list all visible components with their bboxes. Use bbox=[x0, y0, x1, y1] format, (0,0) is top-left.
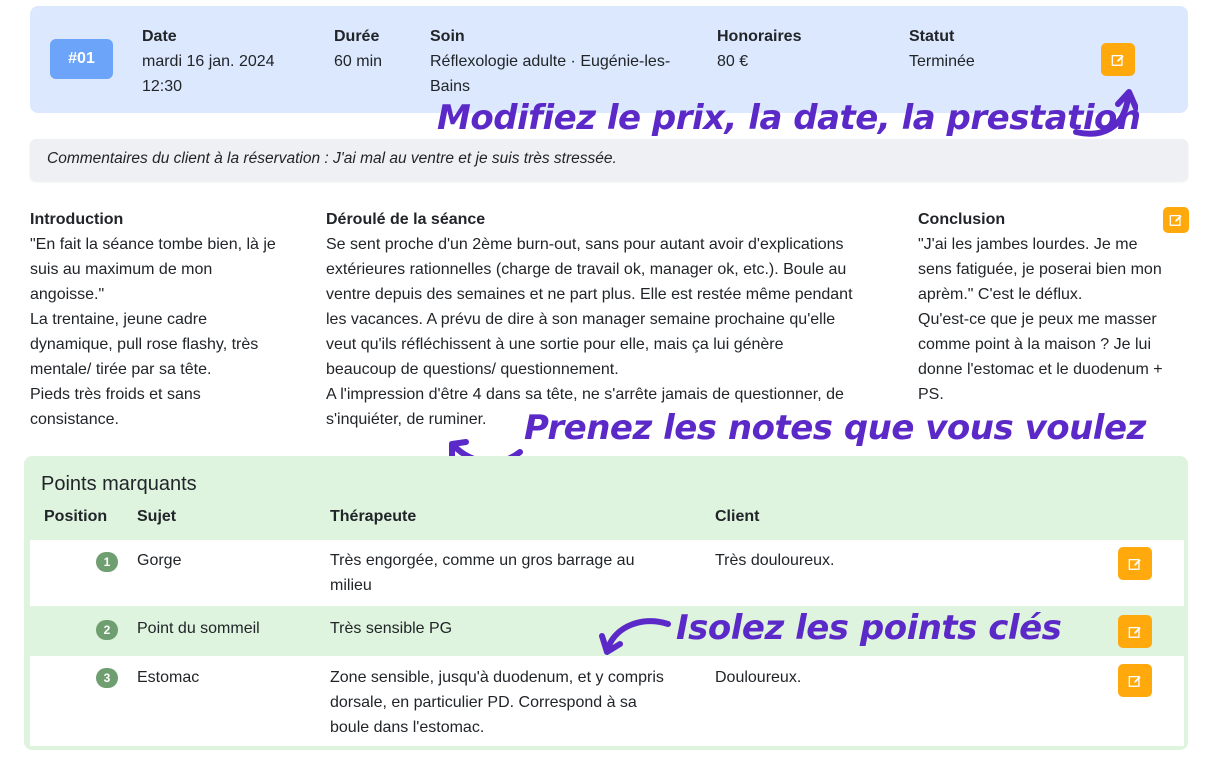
position-badge: 1 bbox=[96, 552, 118, 572]
pencil-square-icon bbox=[1169, 213, 1183, 227]
session-number-badge: #01 bbox=[50, 39, 113, 79]
curved-arrow-icon bbox=[598, 614, 672, 658]
header-client: Client bbox=[715, 508, 760, 525]
annotation-price: Modifiez le prix, la date, la prestation bbox=[437, 98, 1141, 138]
conclusion-title: Conclusion bbox=[918, 211, 1006, 228]
annotation-points: Isolez les points clés bbox=[676, 608, 1062, 648]
fee-column bbox=[717, 24, 867, 74]
care-label: Soin bbox=[430, 28, 465, 45]
header-therapist: Thérapeute bbox=[330, 508, 417, 525]
pencil-square-icon bbox=[1128, 674, 1142, 688]
care-value: Réflexologie adulte · Eugénie-les- Bains bbox=[430, 53, 671, 95]
duration-label: Durée bbox=[334, 28, 380, 45]
therapist-cell: Très sensible PG bbox=[330, 620, 453, 637]
header-position: Position bbox=[44, 508, 108, 525]
edit-point-button[interactable] bbox=[1118, 547, 1152, 580]
conclusion-text: "J'ai les jambes lourdes. Je me sens fatiguée, je poserai bien mon aprèm." C'est le déflux. Qu'est-ce que je peux me masser comme point à la maison ? Je lui donne l'estomac et le duodenum + PS. bbox=[918, 236, 1163, 403]
curved-arrow-icon bbox=[1072, 88, 1138, 140]
status-column bbox=[909, 24, 1059, 74]
client-comment: Commentaires du client à la réservation : J'ai mal au ventre et je suis très stressée. bbox=[30, 139, 1188, 181]
position-badge: 2 bbox=[96, 620, 118, 640]
date-value: mardi 16 jan. 2024 12:30 bbox=[142, 53, 275, 95]
client-cell: Très douloureux. bbox=[715, 552, 835, 569]
status-value: Terminée bbox=[909, 53, 975, 70]
fee-label: Honoraires bbox=[717, 28, 802, 45]
header-subject: Sujet bbox=[137, 508, 177, 525]
duration-value: 60 min bbox=[334, 53, 383, 70]
edit-session-button[interactable] bbox=[1101, 43, 1135, 76]
introduction-text: "En fait la séance tombe bien, là je suis au maximum de mon angoisse." La trentaine, jeune cadre dynamique, pull rose flashy, très mentale/ tirée par sa tête. Pieds très froids et sans consistance. bbox=[30, 236, 276, 428]
duration-column bbox=[334, 24, 424, 74]
session-progress-title: Déroulé de la séance bbox=[326, 211, 486, 228]
pencil-square-icon bbox=[1111, 53, 1125, 67]
subject-cell: Estomac bbox=[137, 669, 200, 686]
fee-value: 80 € bbox=[717, 53, 749, 70]
table-row bbox=[30, 540, 1184, 606]
conclusion-section bbox=[918, 207, 1188, 407]
client-cell: Douloureux. bbox=[715, 669, 802, 686]
date-column bbox=[142, 24, 322, 99]
session-progress-text: Se sent proche d'un 2ème burn-out, sans pour autant avoir d'explications extérieures rationnelles (charge de travail ok, manager ok, etc.). Boule au ventre depuis des semaines et ne part plus. Elle est restée même pendant les vacances. A prévu de dire à son manager semaine prochaine qu'elle veut qu'ils réfléchissent à une sortie pour elle, mais ça lui génère beaucoup de questions/ questionnement. A l'impression d'être 4 dans sa tête, ne s'arrête jamais de questionner, de s'inquiéter, de ruminer. bbox=[326, 236, 853, 428]
therapist-cell: Très engorgée, comme un gros barrage au milieu bbox=[330, 552, 635, 594]
position-badge: 3 bbox=[96, 668, 118, 688]
edit-notes-button[interactable] bbox=[1163, 207, 1189, 233]
subject-cell: Gorge bbox=[137, 552, 182, 569]
introduction-section bbox=[30, 207, 320, 432]
subject-cell: Point du sommeil bbox=[137, 620, 260, 637]
pencil-square-icon bbox=[1128, 557, 1142, 571]
key-points-title: Points marquants bbox=[41, 473, 197, 495]
status-label: Statut bbox=[909, 28, 955, 45]
edit-point-button[interactable] bbox=[1118, 664, 1152, 697]
date-label: Date bbox=[142, 28, 177, 45]
care-column bbox=[430, 24, 710, 99]
table-row bbox=[30, 656, 1184, 746]
introduction-title: Introduction bbox=[30, 211, 124, 228]
edit-point-button[interactable] bbox=[1118, 615, 1152, 648]
annotation-notes: Prenez les notes que vous voulez bbox=[524, 408, 1146, 448]
session-progress-section bbox=[326, 207, 906, 432]
pencil-square-icon bbox=[1128, 625, 1142, 639]
therapist-cell: Zone sensible, jusqu'à duodenum, et y compris dorsale, en particulier PD. Correspond à sa boule dans l'estomac. bbox=[330, 669, 664, 736]
